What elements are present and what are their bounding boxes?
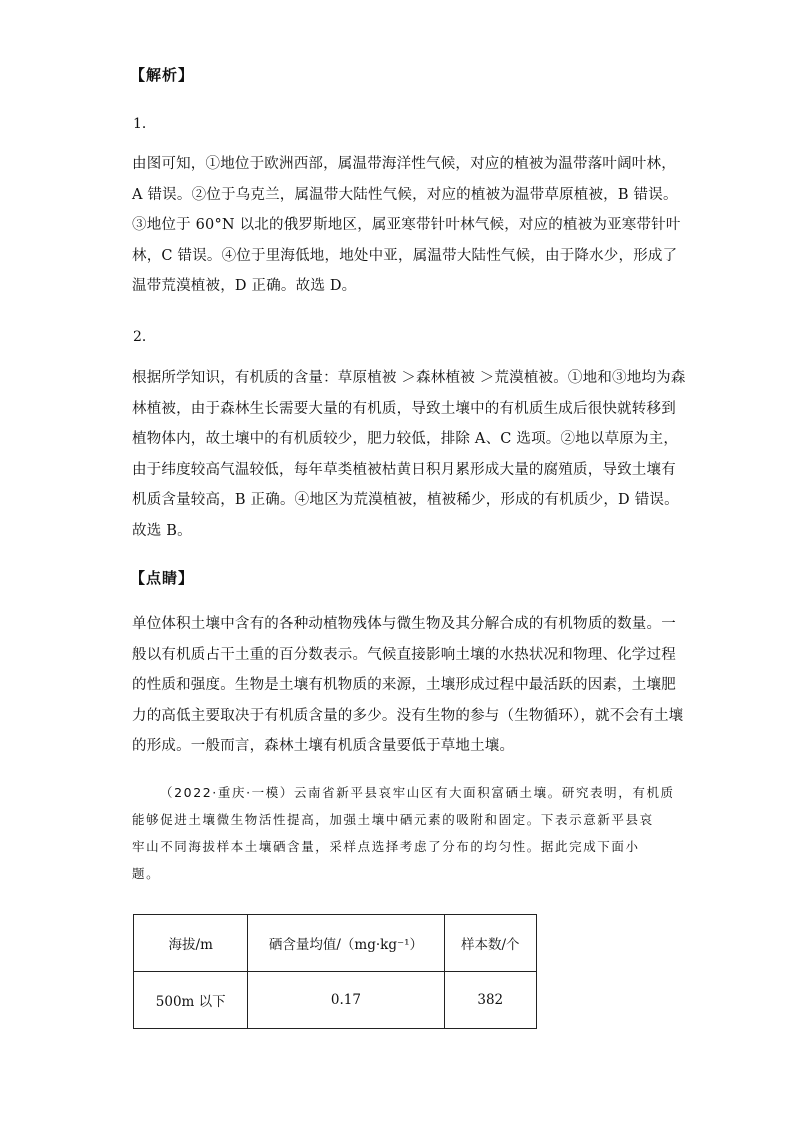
comment-text — [132, 609, 684, 762]
text-line: 温带荒漠植被，D 正确。故选 D。 — [132, 278, 357, 294]
text-line: 林，C 错误。④位于里海低地，地处中亚，属温带大陆性气候，由于降水少，形成了 — [132, 247, 678, 264]
text-line: 力的高低主要取决于有机质含量的多少。没有生物的参与（生物循环），就不会有土壤 — [132, 707, 684, 724]
table-header-cell: 海拔/m — [134, 915, 248, 972]
selenium-data-table — [133, 914, 537, 1029]
question-1-number: 1． — [133, 116, 156, 132]
text-line: 题。 — [132, 866, 161, 881]
text-line: 单位体积土壤中含有的各种动植物残体与微生物及其分解合成的有机物质的数量。一 — [132, 616, 676, 632]
next-question-intro — [132, 779, 675, 887]
table-cell: 500m 以下 — [134, 972, 248, 1029]
text-line: 由图可知，①地位于欧洲西部，属温带海洋性气候，对应的植被为温带落叶阔叶林， — [132, 156, 676, 172]
text-line: A 错误。②位于乌克兰，属温带大陆性气候，对应的植被为温带草原植被，B 错误。 — [132, 186, 678, 203]
text-line: ③地位于 60°N 以北的俄罗斯地区，属亚寒带针叶林气候，对应的植被为亚寒带针叶 — [132, 217, 681, 233]
table-cell: 382 — [444, 972, 537, 1029]
text-line: （2022·重庆·一模）云南省新平县哀牢山区有大面积富硒土壤。研究表明，有机质 — [160, 785, 675, 800]
text-line: 的形成。一般而言，森林土壤有机质含量要低于草地土壤。 — [132, 738, 515, 754]
text-line: 牢山不同海拔样本土壤硒含量，采样点选择考虑了分布的均匀性。据此完成下面小 — [132, 839, 640, 854]
text-line: 般以有机质占干土重的百分数表示。气候直接影响土壤的水热状况和物理、化学过程 — [132, 646, 676, 663]
question-1-explanation — [132, 149, 681, 302]
text-line: 根据所学知识，有机质的含量：草原植被 ＞森林植被 ＞荒漠植被。①地和③地均为森 — [132, 370, 686, 386]
text-line: 由于纬度较高气温较低，每年草类植被枯黄日积月累形成大量的腐殖质，导致土壤有 — [132, 461, 676, 478]
table-row — [134, 972, 537, 1029]
text-line: 植物体内，故土壤中的有机质较少，肥力较低，排除 A、C 选项。②地以草原为主， — [132, 431, 679, 447]
question-2-explanation — [132, 363, 686, 546]
table-header-row — [134, 915, 537, 972]
table-header-cell: 样本数/个 — [444, 915, 537, 972]
question-2-number: 2． — [133, 329, 156, 345]
table-cell: 0.17 — [248, 972, 444, 1029]
text-line: 的性质和强度。生物是土壤有机物质的来源，土壤形成过程中最活跃的因素，土壤肥 — [132, 677, 676, 693]
comment-heading: 【点睛】 — [130, 569, 195, 587]
analysis-heading: 【解析】 — [130, 66, 195, 84]
text-line: 林植被，由于森林生长需要大量的有机质，导致土壤中的有机质生成后很快就转移到 — [132, 400, 676, 417]
text-line: 能够促进土壤微生物活性提高，加强土壤中硒元素的吸附和固定。下表示意新平县哀 — [132, 812, 654, 827]
table-header-cell: 硒含量均值/（mg·kg⁻¹） — [248, 915, 444, 972]
text-line: 机质含量较高，B 正确。④地区为荒漠植被，植被稀少，形成的有机质少，D 错误。 — [132, 492, 679, 508]
text-line: 故选 B。 — [132, 522, 192, 539]
